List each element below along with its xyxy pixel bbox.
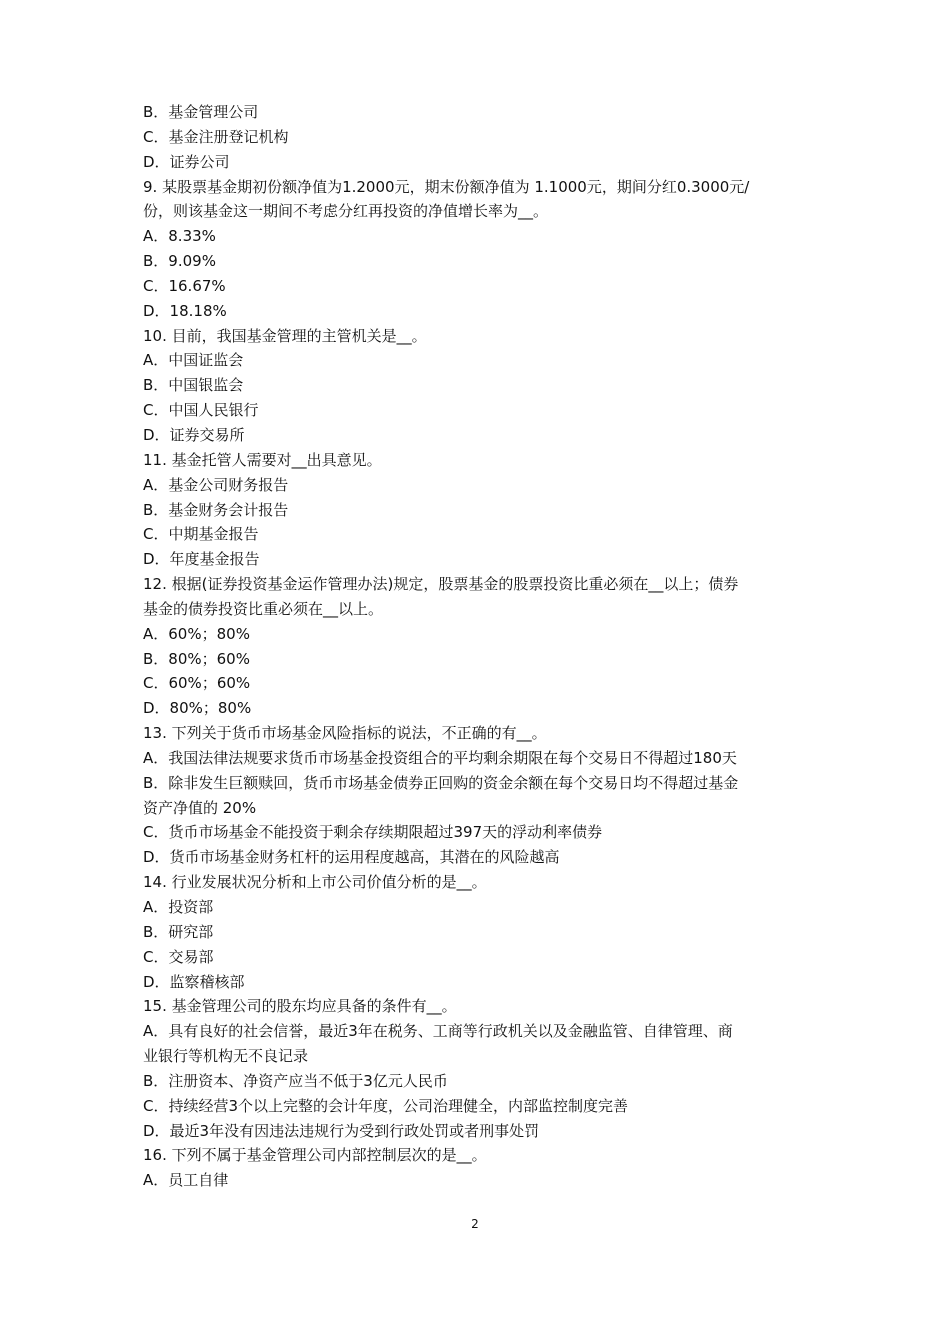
text-line: 13. 下列关于货币市场基金风险指标的说法，不正确的有__。	[143, 724, 547, 743]
text-line: D．80%；80%	[143, 699, 252, 718]
text-line: 15. 基金管理公司的股东均应具备的条件有__。	[143, 997, 457, 1016]
text-line: A．60%；80%	[143, 624, 250, 643]
text-line: 12. 根据(证券投资基金运作管理办法)规定，股票基金的股票投资比重必须在__以上；债券	[143, 575, 739, 594]
text-line: B．基金管理公司	[143, 103, 259, 121]
text-line: A．中国证监会	[143, 351, 244, 370]
text-line: C．交易部	[143, 947, 214, 966]
document-body	[143, 100, 815, 1193]
text-line: 16. 下列不属于基金管理公司内部控制层次的是__。	[143, 1146, 487, 1165]
text-line: C．16.67%	[143, 276, 226, 295]
text-line: C．60%；60%	[143, 674, 251, 693]
text-line: D．年度基金报告	[143, 550, 260, 569]
text-line: B．注册资本、净资产应当不低于3亿元人民币	[143, 1071, 448, 1090]
text-line: A．具有良好的社会信誉，最近3年在税务、工商等行政机关以及金融监管、自律管理、商	[143, 1022, 733, 1041]
text-line: 14. 行业发展状况分析和上市公司价值分析的是__。	[143, 873, 487, 892]
text-line: 11. 基金托管人需要对__出具意见。	[143, 450, 382, 469]
text-line: D．证券交易所	[143, 425, 245, 444]
text-line: C．中国人民银行	[143, 401, 259, 420]
text-line: 业银行等机构无不良记录	[143, 1047, 309, 1066]
text-line: C．持续经营3个以上完整的会计年度，公司治理健全，内部监控制度完善	[143, 1096, 629, 1115]
text-line: D．货币市场基金财务杠杆的运用程度越高，其潜在的风险越高	[143, 848, 560, 867]
text-line: A．我国法律法规要求货币市场基金投资组合的平均剩余期限在每个交易日不得超过180天	[143, 748, 737, 767]
text-line: 基金的债券投资比重必须在__以上。	[143, 599, 384, 618]
text-line: C．基金注册登记机构	[143, 127, 289, 146]
text-line: C．中期基金报告	[143, 525, 259, 544]
text-line: B．80%；60%	[143, 649, 250, 668]
text-line: A．投资部	[143, 898, 214, 916]
text-line: B．中国银监会	[143, 376, 244, 395]
text-line: 份，则该基金这一期间不考虑分红再投资的净值增长率为__。	[143, 202, 549, 221]
text-line: B．研究部	[143, 922, 214, 941]
page-number: 2	[471, 1217, 479, 1231]
text-line: A．8.33%	[143, 227, 216, 246]
text-line: 9. 某股票基金期初份额净值为1.2000元，期末份额净值为 1.1000元，期间分红0.3000元/	[143, 177, 750, 196]
text-line: A．基金公司财务报告	[143, 475, 289, 494]
text-line: D．监察稽核部	[143, 972, 245, 991]
text-line: B．除非发生巨额赎回，货币市场基金债券正回购的资金余额在每个交易日均不得超过基金	[143, 773, 739, 792]
text-line: A．员工自律	[143, 1171, 229, 1190]
text-line: B．基金财务会计报告	[143, 500, 289, 519]
text-line: B．9.09%	[143, 252, 216, 271]
text-line: C．货币市场基金不能投资于剩余存续期限超过397天的浮动利率债券	[143, 823, 603, 842]
text-line: 资产净值的 20%	[143, 798, 257, 817]
text-line: D．最近3年没有因违法违规行为受到行政处罚或者刑事处罚	[143, 1121, 540, 1140]
text-line: D．18.18%	[143, 301, 227, 320]
text-line: 10. 目前，我国基金管理的主管机关是__。	[143, 326, 427, 345]
text-line: D．证券公司	[143, 152, 230, 171]
